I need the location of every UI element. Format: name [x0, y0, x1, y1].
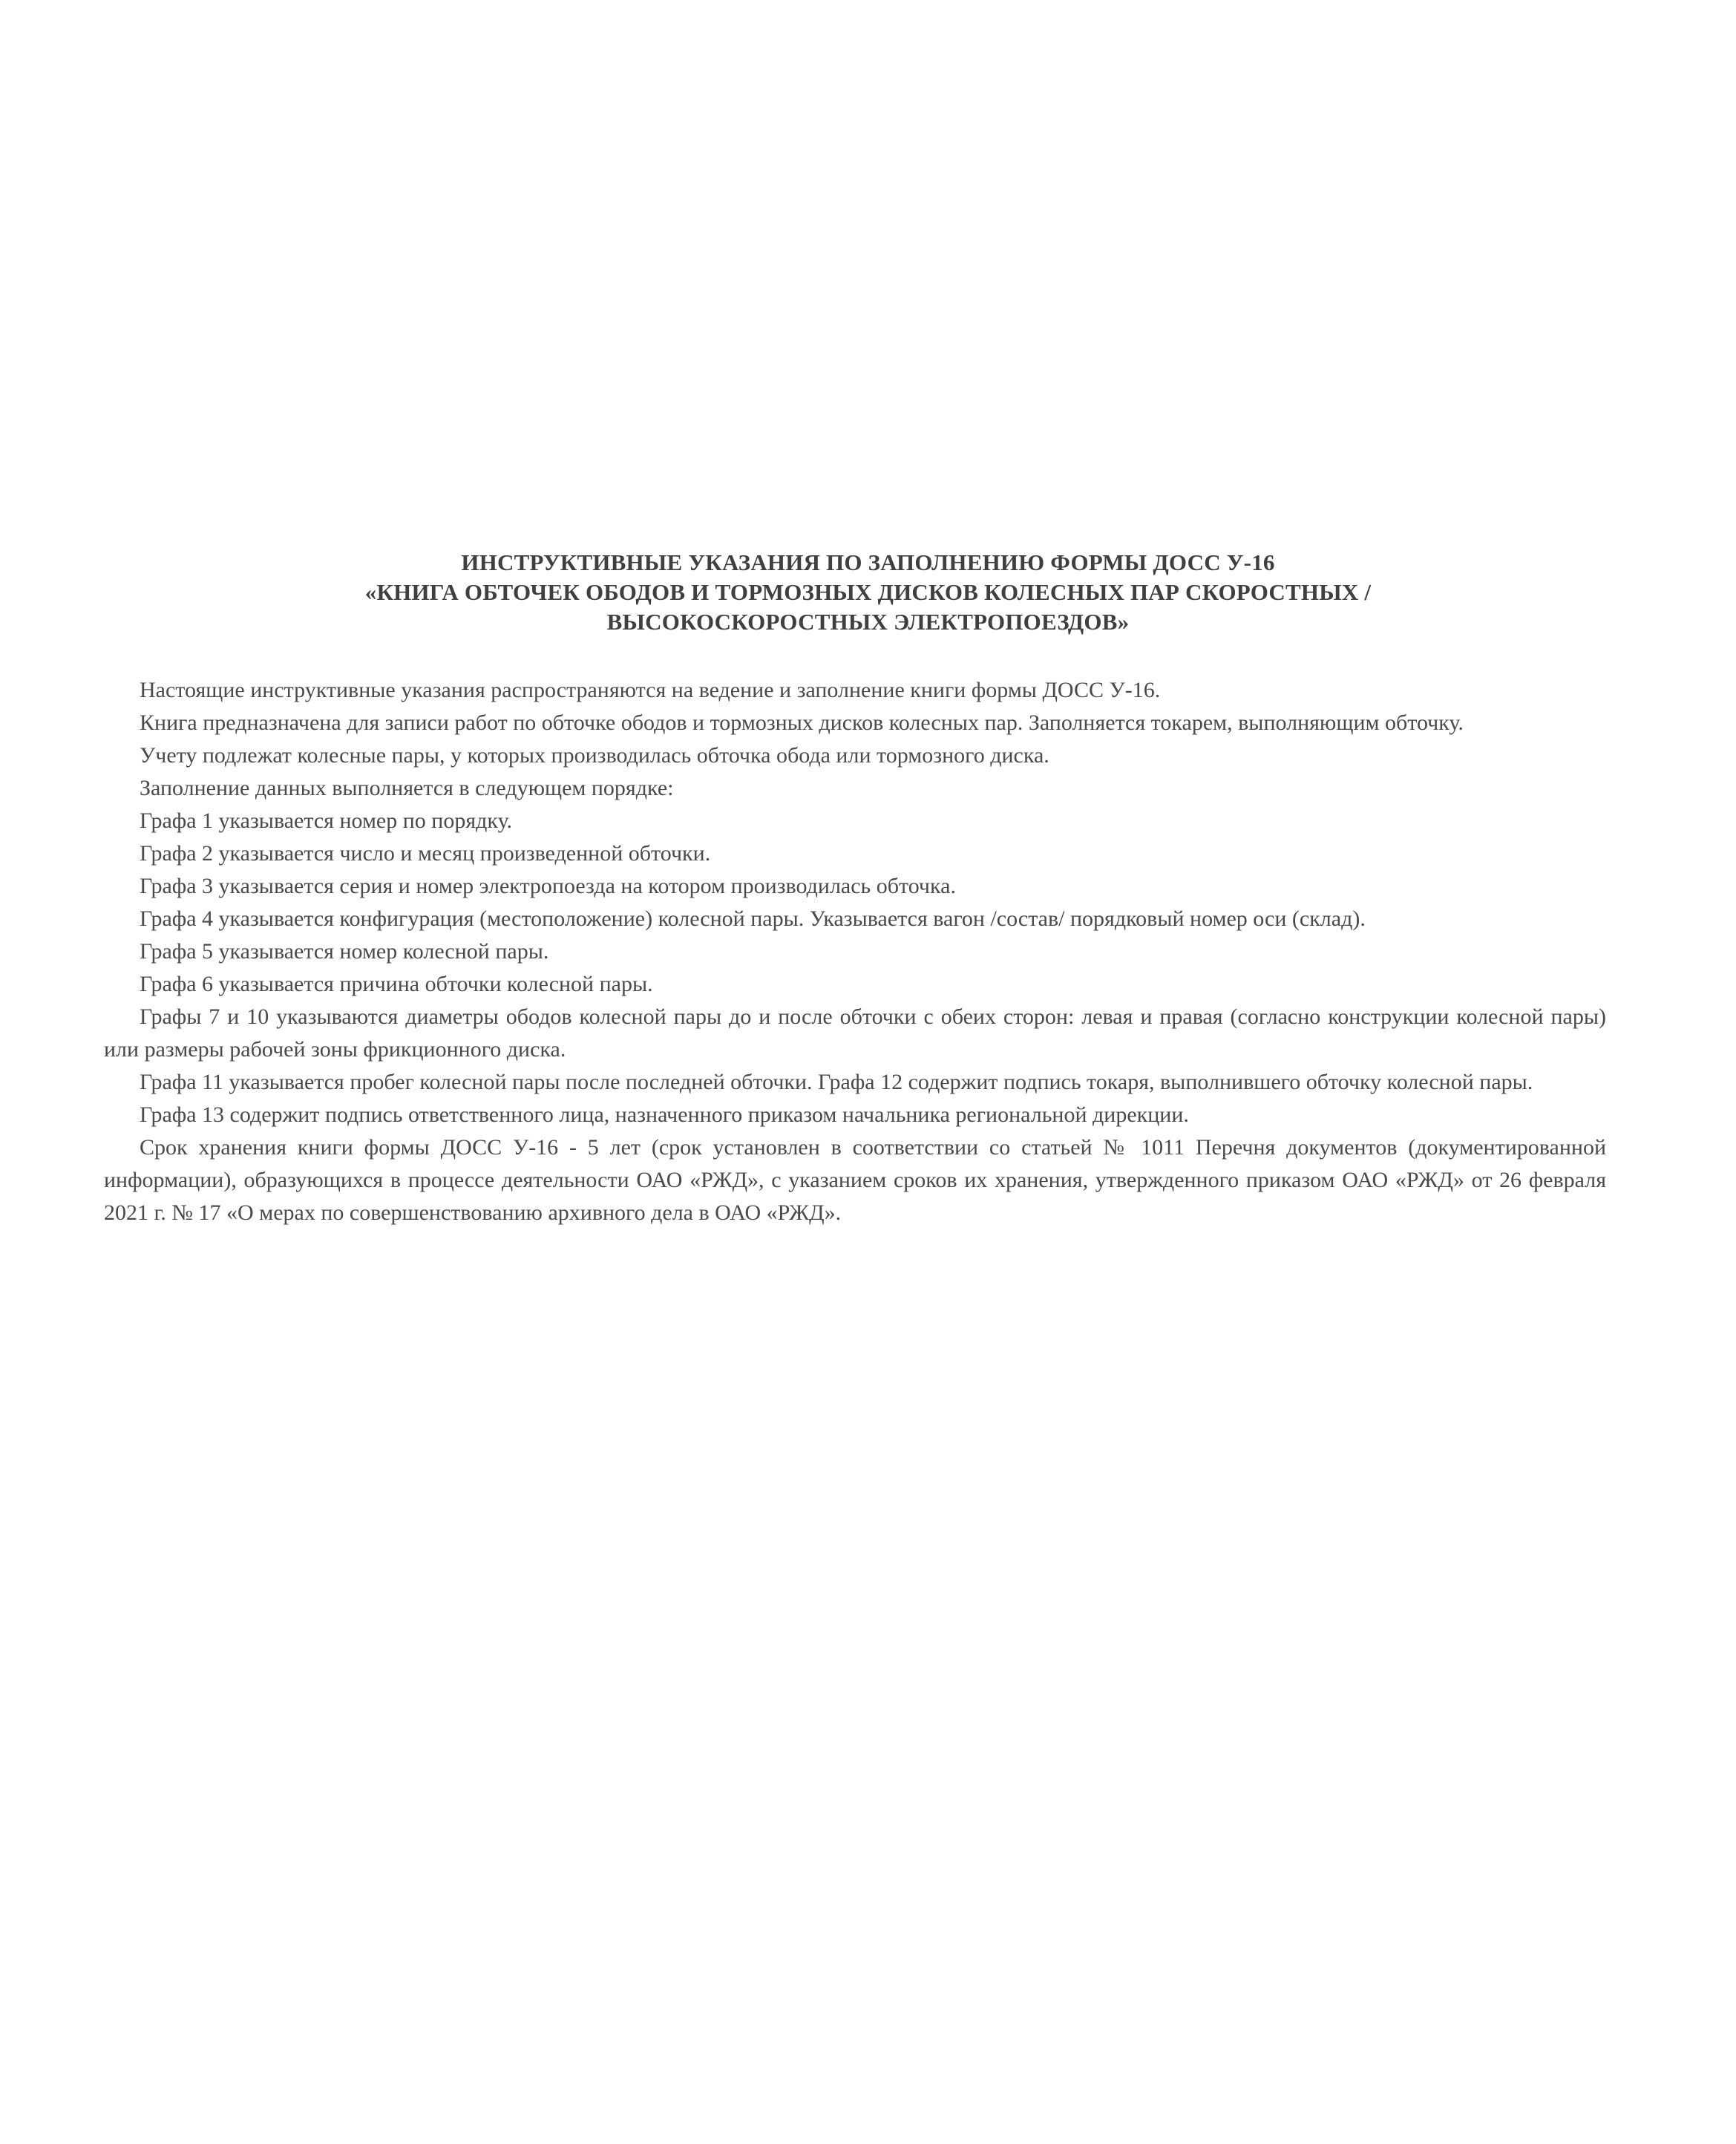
document-title-line-2: «КНИГА ОБТОЧЕК ОБОДОВ И ТОРМОЗНЫХ ДИСКОВ КОЛЕСНЫХ ПАР СКОРОСТНЫХ /: [364, 579, 1372, 605]
paragraph-column-2: Графа 2 указывается число и месяц произведенной обточки.: [140, 841, 711, 866]
document-title-block: [104, 548, 1632, 637]
document-title-line-3: ВЫСОКОСКОРОСТНЫХ ЭЛЕКТРОПОЕЗДОВ»: [606, 609, 1130, 635]
paragraph-accounting: Учету подлежат колесные пары, у которых производилась обточка обода или тормозного диска.: [140, 743, 1049, 768]
document-title-line-1: ИНСТРУКТИВНЫЕ УКАЗАНИЯ ПО ЗАПОЛНЕНИЮ ФОРМЫ ДОСС У-16: [461, 549, 1275, 575]
paragraph-columns-7-10: Графы 7 и 10 указываются диаметры ободов колесной пары до и после обточки с обеих сторон: левая и правая (согласно конструкции колесной пары) или размеры рабочей зоны фрикционного диска.: [104, 1004, 1606, 1062]
paragraph-scope: Настоящие инструктивные указания распространяются на ведение и заполнение книги формы ДОСС У-16.: [140, 678, 1161, 702]
paragraph-column-13: Графа 13 содержит подпись ответственного лица, назначенного приказом начальника региональной дирекции.: [140, 1102, 1189, 1127]
paragraph-columns-11-12: Графа 11 указывается пробег колесной пары после последней обточки. Графа 12 содержит подпись токаря, выполнившего обточку колесной пары.: [140, 1070, 1533, 1094]
paragraph-order-intro: Заполнение данных выполняется в следующем порядке:: [140, 776, 674, 800]
document-body: [104, 674, 1606, 1229]
paragraph-column-1: Графа 1 указывается номер по порядку.: [140, 808, 513, 833]
paragraph-column-5: Графа 5 указывается номер колесной пары.: [140, 939, 549, 964]
paragraph-column-4: Графа 4 указывается конфигурация (местоположение) колесной пары. Указывается вагон /состав/ порядковый номер оси (склад).: [140, 906, 1366, 931]
paragraph-column-6: Графа 6 указывается причина обточки колесной пары.: [140, 972, 653, 996]
paragraph-retention-period: Срок хранения книги формы ДОСС У-16 - 5 лет (срок установлен в соответствии со статьей № 1011 Перечня документов (документированной информации), образующихся в процессе деятельности ОАО «РЖД», с указанием сроков их хранения, утвержденного приказом ОАО «РЖД» от 26 февраля 2021 г. № 17 «О мерах по совершенствованию архивного дела в ОАО «РЖД».: [104, 1135, 1606, 1225]
paragraph-column-3: Графа 3 указывается серия и номер электропоезда на котором производилась обточка.: [140, 874, 956, 898]
paragraph-purpose: Книга предназначена для записи работ по обточке ободов и тормозных дисков колесных пар. Заполняется токарем, выполняющим обточку.: [140, 710, 1464, 735]
